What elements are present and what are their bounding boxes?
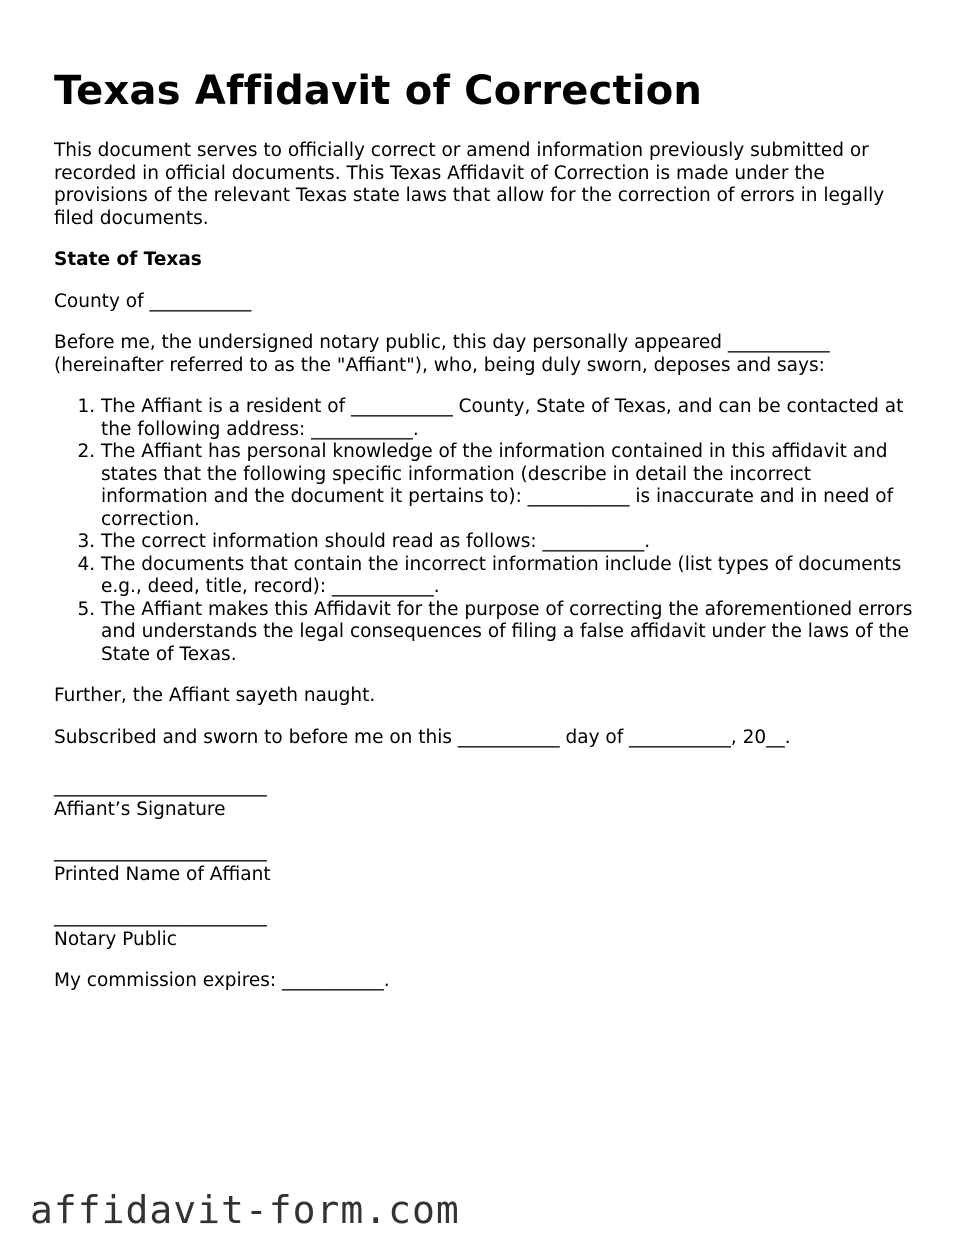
sworn-statement: Subscribed and sworn to before me on this ___________ day of ___________, 20__. [54, 726, 791, 748]
list-item: 3. The correct information should read as follows: ___________. [101, 531, 916, 554]
before-me-paragraph: Before me, the undersigned notary public, this day personally appeared ___________ (hereinafter referred to as the "Affiant"), who, being duly sworn, deposes and says: [54, 332, 830, 376]
list-item: 5. The Affiant makes this Affidavit for the purpose of correcting the aforementioned errors and understands the legal consequences of filing a false affidavit under the laws of the State of Texas. [101, 599, 916, 667]
further-statement: Further, the Affiant sayeth naught. [54, 685, 376, 706]
signature-label: Notary Public [54, 928, 177, 950]
intro-paragraph: This document serves to officially correct or amend information previously submitted or recorded in official documents. This Texas Affidavit of Correction is made under the provisions of the relevant Texas state laws that allow for the correction of errors in legally filed documents. [54, 140, 885, 229]
commission-expiry: My commission expires: ___________. [54, 970, 390, 991]
county-line: County of ___________ [54, 290, 252, 312]
document-page [54, 68, 916, 993]
document-title: Texas Affidavit of Correction [54, 68, 703, 114]
list-item: 2. The Affiant has personal knowledge of the information contained in this affidavit and states that the following specific information (describe in detail the incorrect information and the document it pertains to): ___________ is inaccurate and in need of correction. [101, 441, 916, 531]
statements-list [54, 396, 916, 666]
list-item: 1. The Affiant is a resident of ___________ County, State of Texas, and can be contacted at the following address: ___________. [101, 396, 916, 441]
footer-watermark: affidavit-form.com [30, 1188, 460, 1232]
list-item: 4. The documents that contain the incorrect information include (list types of documents e.g., deed, title, record): ___________. [101, 554, 916, 599]
printed-name-block [54, 841, 916, 886]
affiant-signature-block [54, 776, 916, 821]
signature-line: _______________________ [54, 906, 267, 927]
signature-line: _______________________ [54, 776, 267, 797]
notary-signature-block [54, 906, 916, 951]
signature-label: Printed Name of Affiant [54, 863, 271, 885]
signature-line: _______________________ [54, 841, 267, 862]
state-heading: State of Texas [54, 249, 202, 270]
signature-label: Affiant’s Signature [54, 798, 226, 820]
